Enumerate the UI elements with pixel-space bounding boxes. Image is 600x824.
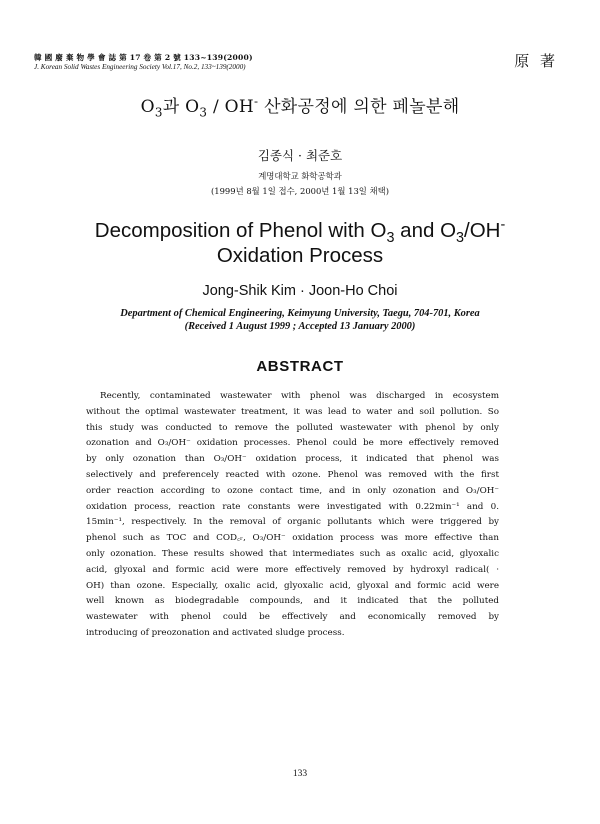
abstract-line: selectively and preferencely reacted with ozone. Phenol was removed with the first: [86, 469, 499, 480]
authors-english: Jong-Shik Kim · Joon-Ho Choi: [202, 283, 398, 299]
title-korean-text: O: [140, 97, 155, 117]
journal-title-korean: 韓 國 廢 棄 物 學 會 誌 第 17 卷 第 2 號 133~139(2000): [34, 53, 253, 62]
dates-english: (Received 1 August 1999 ; Accepted 13 January 2000): [184, 321, 416, 332]
abstract-line: without the optimal wastewater treatment, it was lead to water and soil pollution. So: [86, 406, 499, 417]
article-type-label: 原 著: [514, 52, 558, 70]
title-english-line1: [0, 217, 600, 247]
title-english-text: Decomposition of Phenol with O: [94, 219, 387, 242]
abstract-line: ozonation and O₃/OH⁻ oxidation processes. Phenol could be more effectively removed: [86, 438, 499, 449]
abstract-line: oxidation process, reaction rate constants were investigated with 0.22min⁻¹ and 0.: [86, 501, 499, 512]
title-english-text: /OH: [464, 219, 501, 242]
abstract-line: 15min⁻¹, respectively. In the removal of organic pollutants which were triggered by: [86, 517, 499, 528]
abstract-line: this study was conducted to remove the polluted wastewater with phenol by only: [86, 422, 499, 433]
title-korean-text: 과 O: [162, 97, 200, 117]
affiliation-korean: 계명대학교 화학공학과: [258, 171, 342, 181]
title-korean-subscript: 3: [199, 105, 208, 120]
title-english-line2: Oxidation Process: [216, 244, 384, 267]
title-korean-text: / OH: [207, 97, 255, 117]
abstract-line: phenol such as TOC and COD꜀ᵣ, O₃/OH⁻ oxidation process was more effective than: [86, 533, 499, 544]
abstract-line: Recently, contaminated wastewater with phenol was discharged in ecosystem: [100, 391, 499, 401]
page-number: 133: [292, 769, 308, 779]
dates-korean: (1999년 8월 1일 접수, 2000년 1월 13일 채택): [210, 186, 389, 196]
title-korean: [0, 92, 600, 120]
title-english-subscript: 3: [386, 230, 395, 247]
journal-header: [34, 54, 253, 72]
abstract-line: acid, glyoxal and formic acid were more effectively removed by hydroxyl radical( ·: [86, 564, 499, 575]
title-english: [0, 218, 600, 268]
abstract-line: well known as biodegradable compounds, and it indicated that the polluted: [86, 596, 499, 607]
abstract-line: wastewater with phenol could be effectively and economically removed by: [86, 612, 499, 623]
title-korean-superscript: -: [254, 94, 259, 109]
title-korean-subscript: 3: [154, 105, 163, 120]
abstract-body: [86, 389, 499, 642]
affiliation-english: Department of Chemical Engineering, Keimyung University, Taegu, 704-701, Korea: [120, 308, 480, 319]
title-korean-text: 산화공정에 의한 페놀분해: [258, 97, 460, 117]
journal-title-english: J. Korean Solid Wastes Engineering Society Vol.17, No.2, 133~139(2000): [34, 63, 246, 72]
affiliation-english-block: [0, 307, 600, 333]
abstract-line: introducing of preozonation and activated sludge process.: [86, 627, 345, 638]
abstract-line: only ozonation. These results showed that intermediates such as oxalic acid, glyoxalic: [86, 548, 499, 559]
abstract-line: OH) than ozone. Especially, oxalic acid, glyoxalic acid, glyoxal and formic acid were: [86, 580, 499, 591]
abstract-line: by only ozonation than O₃/OH⁻ oxidation process, it indicated that phenol was: [86, 454, 499, 465]
abstract-line: order reaction according to ozone contact time, and in only ozonation and O₃/OH⁻: [86, 485, 499, 496]
title-english-superscript: -: [500, 217, 506, 234]
abstract-heading: ABSTRACT: [256, 358, 344, 375]
title-english-text: and O: [394, 219, 457, 242]
authors-korean: 김종식 · 최준호: [257, 148, 343, 163]
title-english-subscript: 3: [456, 230, 464, 247]
